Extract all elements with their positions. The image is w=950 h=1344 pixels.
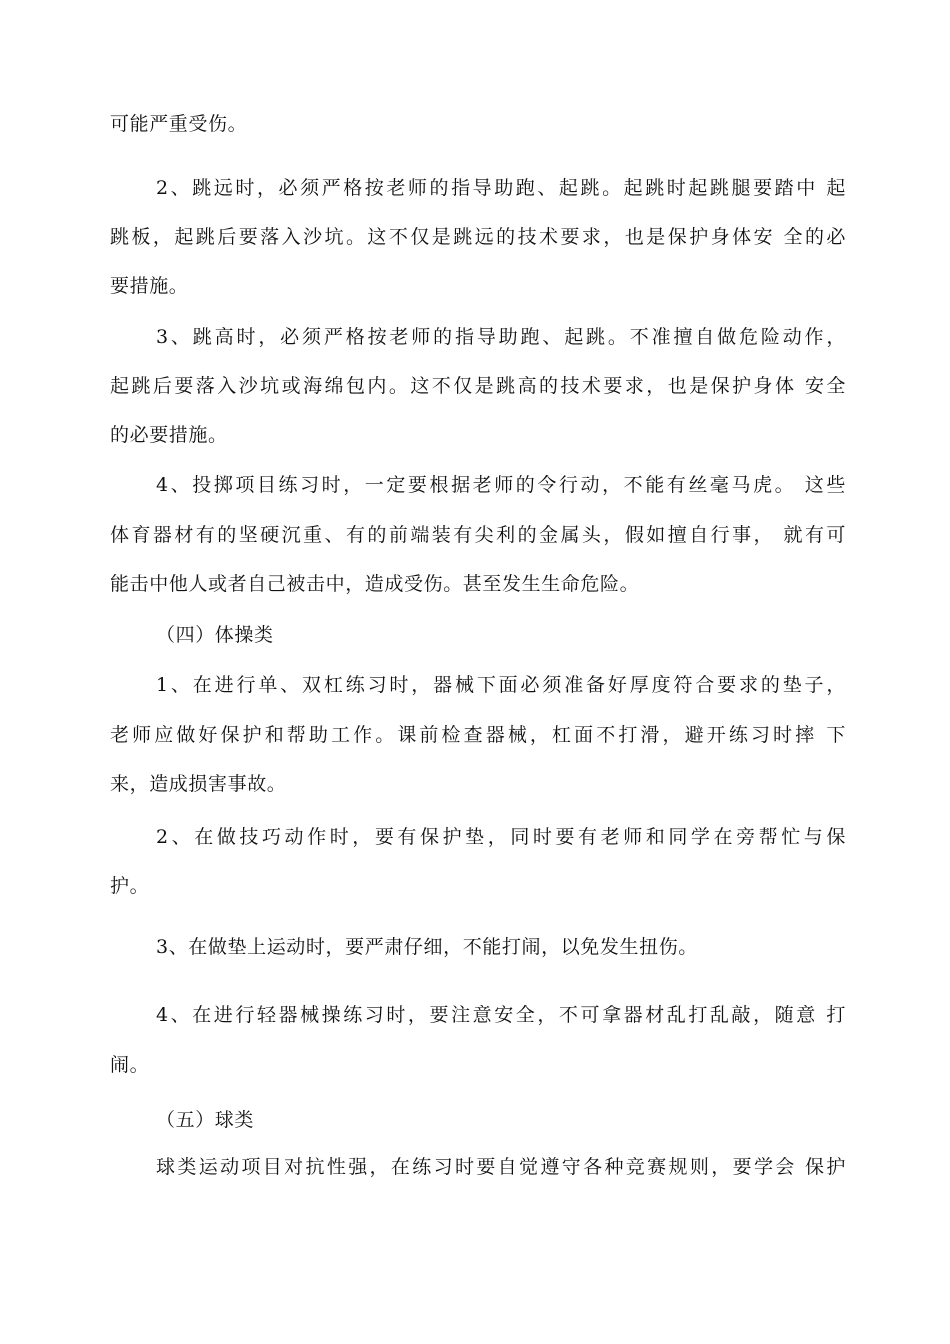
- text-line: 老师应做好保护和帮助工作。课前检查器械，杠面不打滑，避开练习时摔 下: [110, 724, 846, 746]
- text-line: 4、在进行轻器械操练习时，要注意安全，不可拿器材乱打乱敲，随意 打: [156, 1004, 846, 1026]
- text-line: 能击中他人或者自己被击中，造成受伤。甚至发生生命危险。: [110, 573, 640, 595]
- text-line: 闹。: [110, 1054, 150, 1076]
- text-line: 3、在做垫上运动时，要严肃仔细，不能打闹，以免发生扭伤。: [156, 936, 698, 958]
- text-line: 可能严重受伤。: [110, 113, 248, 135]
- text-line: 起跳后要落入沙坑或海绵包内。这不仅是跳高的技术要求，也是保护身体 安全: [110, 375, 846, 397]
- text-line: 体育器材有的坚硬沉重、有的前端装有尖利的金属头，假如擅自行事， 就有可: [110, 524, 846, 546]
- text-line: 2、跳远时，必须严格按老师的指导助跑、起跳。起跳时起跳腿要踏中 起: [156, 177, 846, 199]
- text-line: 来，造成损害事故。: [110, 773, 287, 795]
- text-line: 2、在做技巧动作时，要有保护垫，同时要有老师和同学在旁帮忙与保: [156, 826, 846, 848]
- text-line: 球类运动项目对抗性强，在练习时要自觉遵守各种竞赛规则，要学会 保护: [156, 1156, 846, 1178]
- text-line: 要措施。: [110, 275, 189, 297]
- section-heading: （五）球类: [156, 1109, 255, 1131]
- text-line: 护。: [110, 875, 150, 897]
- text-line: 3、跳高时，必须严格按老师的指导助跑、起跳。不准擅自做危险动作，: [156, 326, 846, 348]
- section-heading: （四）体操类: [156, 624, 274, 646]
- text-line: 1、在进行单、双杠练习时，器械下面必须准备好厚度符合要求的垫子，: [156, 674, 846, 696]
- text-line: 的必要措施。: [110, 424, 228, 446]
- text-line: 4、投掷项目练习时，一定要根据老师的令行动，不能有丝毫马虎。 这些: [156, 474, 846, 496]
- text-line: 跳板，起跳后要落入沙坑。这不仅是跳远的技术要求，也是保护身体安 全的必: [110, 226, 846, 248]
